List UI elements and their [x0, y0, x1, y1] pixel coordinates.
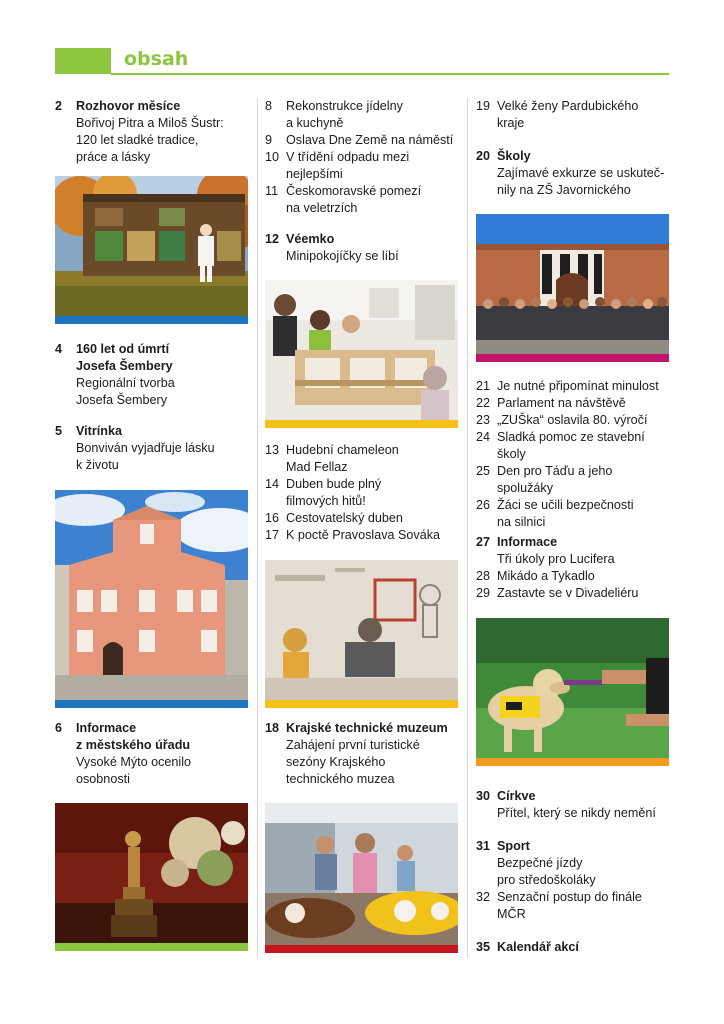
toc-entry[interactable]	[265, 527, 458, 544]
page-number: 25	[476, 464, 491, 478]
photo-color-bar	[476, 758, 669, 766]
article-title: Žáci se učili bezpečnosti	[497, 498, 634, 512]
section-title: Kalendář akcí	[497, 940, 579, 954]
article-title: Den pro Táďu a jeho spolužáky	[497, 464, 613, 495]
toc-entry[interactable]	[476, 889, 669, 906]
section-title: Vitrínka	[76, 424, 122, 438]
article-title: Senzační postup do finále	[497, 890, 642, 904]
photo-color-bar	[265, 420, 458, 428]
toc-entry[interactable]	[55, 341, 248, 409]
toc-entry[interactable]	[476, 838, 669, 923]
page-number: 31	[476, 839, 491, 853]
photo-color-bar	[55, 943, 248, 951]
toc-entry[interactable]	[476, 939, 669, 956]
beehive-photo	[55, 176, 248, 324]
article-title: Mad Fellaz	[286, 460, 348, 474]
page-number: 14	[265, 477, 280, 491]
article-title: Bezpečné jízdy pro středoškoláky	[497, 856, 596, 887]
article-title: Rekonstrukce jídelny	[286, 99, 403, 113]
article-title: na silnici	[497, 515, 546, 529]
section-title: Sport	[497, 839, 530, 853]
page-number: 23	[476, 413, 491, 427]
page-number: 4	[55, 342, 63, 356]
toc-entry[interactable]	[265, 132, 458, 149]
page-number: 35	[476, 940, 491, 954]
toc-entry[interactable]	[476, 429, 669, 446]
column-divider	[257, 98, 258, 958]
page-title: obsah	[124, 48, 189, 70]
page-number: 6	[55, 721, 63, 735]
toc-entry[interactable]	[476, 395, 669, 412]
section-title: Školy	[497, 149, 531, 163]
page-number: 30	[476, 789, 491, 803]
article-title: Regionální tvorba Josefa Šembery	[76, 376, 175, 407]
toc-entry[interactable]	[265, 442, 458, 459]
toc-entry[interactable]	[476, 497, 669, 514]
article-title: Cestovatelský duben	[286, 511, 403, 525]
article-title: Minipokojíčky se líbí	[286, 249, 399, 263]
statuette-photo	[55, 803, 248, 951]
section-title: Krajské technické muzeum	[286, 721, 448, 735]
section-title: Církve	[497, 789, 536, 803]
page-number: 24	[476, 430, 491, 444]
page-number: 10	[265, 150, 280, 164]
children-room-photo	[265, 280, 458, 428]
toc-entry[interactable]	[476, 378, 669, 395]
article-title: Zajímavé exkurze se uskuteč- nily na ZŠ Javornického	[497, 166, 665, 197]
toc-entry[interactable]	[476, 98, 669, 132]
page-number: 12	[265, 232, 280, 246]
article-title: Hudební chameleon	[286, 443, 399, 457]
article-title: nejlepšími	[286, 167, 343, 181]
toc-entry[interactable]	[476, 148, 669, 199]
article-title: a kuchyně	[286, 116, 344, 130]
toc-entry[interactable]	[265, 510, 458, 527]
article-title: Parlament na návštěvě	[497, 396, 626, 410]
article-title: V třídění odpadu mezi	[286, 150, 410, 164]
article-title: „ZUŠka“ oslavila 80. výročí	[497, 413, 648, 427]
comic-illustration-photo	[265, 560, 458, 708]
article-title: na veletrzích	[286, 201, 358, 215]
toc-entry[interactable]	[265, 720, 458, 788]
photo-color-bar	[265, 700, 458, 708]
section-title: Informace	[76, 721, 137, 735]
page-number: 20	[476, 149, 491, 163]
toc-entry[interactable]	[265, 149, 458, 166]
toc-entry[interactable]	[55, 98, 248, 166]
section-title: 160 let od úmrtí	[76, 342, 170, 356]
article-title: Bořivoj Pitra a Miloš Šustr: 120 let sladké tradice, práce a lásky	[76, 116, 224, 164]
article-title: Zahájení první turistické sezóny Krajského technického muzea	[286, 738, 420, 786]
toc-list	[476, 378, 669, 531]
article-title: filmových hitů!	[286, 494, 366, 508]
toc-entry[interactable]	[265, 476, 458, 493]
page-number: 29	[476, 586, 491, 600]
article-title: Bonviván vyjadřuje lásku k životu	[76, 441, 215, 472]
historic-house-photo	[55, 490, 248, 708]
page-number: 17	[265, 528, 280, 542]
section-title: Véemko	[286, 232, 335, 246]
toc-entry[interactable]	[265, 231, 458, 265]
toc-entry[interactable]	[265, 98, 458, 115]
section-title: z městského úřadu	[76, 738, 191, 752]
page-number: 27	[476, 535, 491, 549]
toc-entry[interactable]	[476, 412, 669, 429]
article-title: Tři úkoly pro Lucifera	[497, 552, 615, 566]
photo-color-bar	[265, 945, 458, 953]
photo-color-bar	[476, 354, 669, 362]
page-number: 26	[476, 498, 491, 512]
toc-list	[265, 98, 458, 217]
page-number: 18	[265, 721, 280, 735]
toc-entry[interactable]	[476, 568, 669, 585]
article-title: Zastavte se v Divadeliéru	[497, 586, 639, 600]
page-number: 11	[265, 184, 279, 198]
page-number: 13	[265, 443, 280, 457]
toc-entry[interactable]	[55, 423, 248, 474]
article-title: Mikádo a Tykadlo	[497, 569, 595, 583]
article-title: MČR	[497, 907, 526, 921]
toc-list	[265, 442, 458, 544]
article-title: Velké ženy Pardubického	[497, 99, 639, 113]
article-title: Sladká pomoc ze stavební	[497, 430, 645, 444]
header-rule	[111, 73, 669, 75]
header-accent-block	[55, 48, 111, 74]
museum-cars-photo	[265, 803, 458, 953]
article-title: K poctě Pravoslava Sováka	[286, 528, 441, 542]
guide-dog-photo	[476, 618, 669, 766]
article-title: kraje	[497, 116, 525, 130]
page-number: 16	[265, 511, 280, 525]
photo-color-bar	[55, 700, 248, 708]
page-number: 8	[265, 99, 273, 113]
article-title: Oslava Dne Země na náměstí	[286, 133, 454, 147]
article-title: Českomoravské pomezí	[286, 184, 422, 198]
page-number: 2	[55, 99, 63, 113]
school-excursion-photo	[476, 214, 669, 362]
page-number: 21	[476, 379, 491, 393]
page-number: 5	[55, 424, 63, 438]
toc-entry[interactable]	[476, 788, 669, 822]
article-title: školy	[497, 447, 526, 461]
section-title: Rozhovor měsíce	[76, 99, 181, 113]
toc-entry[interactable]	[265, 183, 458, 200]
photo-color-bar	[55, 316, 248, 324]
toc-entry[interactable]	[476, 585, 669, 602]
column-divider	[467, 98, 468, 958]
section-title: Informace	[497, 535, 558, 549]
article-title: Vysoké Mýto ocenilo osobnosti	[76, 755, 192, 786]
page-number: 28	[476, 569, 491, 583]
toc-entry[interactable]	[55, 720, 248, 788]
article-title: Duben bude plný	[286, 477, 382, 491]
section-title: Josefa Šembery	[76, 359, 173, 373]
article-title: Je nutné připomínat minulost	[497, 379, 659, 393]
article-title: Přítel, který se nikdy nemění	[497, 806, 656, 820]
toc-entry[interactable]	[476, 534, 669, 602]
page-number: 32	[476, 890, 491, 904]
page-number: 19	[476, 99, 491, 113]
toc-entry[interactable]	[476, 463, 669, 497]
page-number: 22	[476, 396, 491, 410]
page-number: 9	[265, 133, 273, 147]
